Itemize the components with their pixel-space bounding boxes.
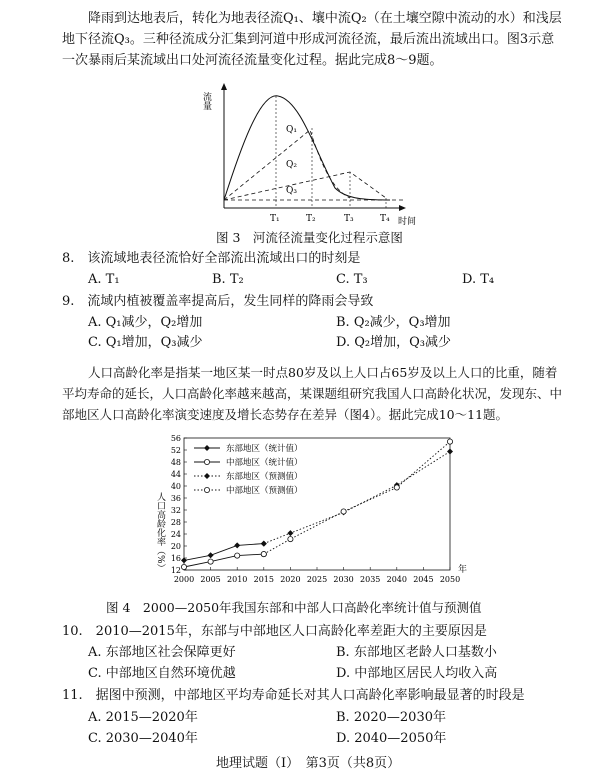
data-point: [181, 557, 187, 563]
y-tick-label: 40: [170, 482, 181, 491]
q11-option-d: D. 2040—2050年: [336, 731, 447, 746]
question-11: 11. 据图中预测，中部地区平均寿命延长对其人口高龄化率影响最显著的时段是: [62, 688, 525, 703]
figure-4-chart: [150, 432, 480, 594]
fig3-q2-label: Q₂: [286, 160, 297, 170]
data-point: [341, 509, 346, 514]
legend-marker: [204, 487, 209, 492]
y-tick-label: 12: [170, 566, 181, 575]
x-tick-label: 2000: [173, 575, 195, 584]
page-footer: 地理试题（Ⅰ） 第3页（共8页）: [216, 756, 401, 771]
q8-option-a: A. T₁: [88, 272, 120, 287]
q9-option-a: A. Q₁减少，Q₂增加: [88, 315, 203, 330]
y-tick-label: 52: [170, 446, 181, 455]
q10-option-a: A. 东部地区社会保障更好: [88, 645, 236, 660]
data-point: [288, 537, 293, 542]
legend-marker: [204, 473, 210, 479]
fig3-tick-t3: T₃: [344, 214, 354, 224]
series-line-2: [184, 554, 264, 567]
q10-option-b: B. 东部地区老龄人口基数小: [336, 645, 497, 660]
series-line-1: [184, 544, 264, 561]
figure-3-diagram: [200, 80, 430, 228]
chart-xlabel: 年: [458, 565, 468, 575]
intro-paragraph-2: 人口高龄化率是指某一地区某一时点80岁及以上人口占65岁及以上人口的比重，随着平均寿命的延长，人口高龄化率越来越高，某课题组研究我国人口高龄化状况，发现东、中部地区人口高龄化率演变速度及增长态势存在差异（图4）。据此完成10～11题。: [62, 365, 563, 422]
y-tick-label: 24: [170, 530, 181, 539]
x-tick-label: 2005: [200, 575, 221, 584]
y-tick-label: 36: [170, 494, 181, 503]
x-tick-label: 2020: [280, 575, 301, 584]
question-8: 8. 该流域地表径流恰好全部流出流域出口的时刻是: [62, 251, 361, 266]
legend-label: 中部地区（预测值）: [226, 486, 303, 496]
legend-label: 中部地区（统计值）: [226, 458, 303, 468]
legend-label: 东部地区（统计值）: [226, 444, 303, 454]
data-point: [261, 541, 267, 547]
question-9: 9. 流域内植被覆盖率提高后，发生同样的降雨会导致: [62, 294, 374, 309]
fig3-q3-label: Q₃: [286, 186, 297, 196]
data-point: [208, 552, 214, 558]
chart-ylabel: 人口高龄化率（%）: [155, 492, 165, 573]
data-point: [447, 439, 452, 444]
data-point: [287, 530, 293, 536]
fig3-tick-t4: T₄: [380, 214, 390, 224]
data-point: [447, 449, 453, 455]
fig3-q1-label: Q₁: [286, 125, 297, 135]
q10-option-d: D. 中部地区居民人均收入高: [336, 666, 498, 681]
fig3-xlabel: 时间: [398, 217, 417, 227]
figure-4-caption: 图 4 2000—2050年我国东部和中部人口高龄化率统计值与预测值: [106, 600, 482, 615]
x-tick-label: 2025: [306, 575, 328, 584]
fig3-ylabel: 流量: [201, 92, 211, 110]
y-tick-label: 48: [170, 458, 181, 467]
data-point: [181, 564, 186, 569]
legend-marker: [204, 459, 209, 464]
y-tick-label: 20: [170, 542, 181, 551]
fig3-tick-t1: T₁: [270, 214, 280, 224]
q9-option-b: B. Q₂减少，Q₃增加: [336, 315, 451, 330]
data-point: [234, 542, 240, 548]
q9-option-d: D. Q₂增加，Q₃减少: [336, 335, 451, 350]
intro-paragraph-1: 降雨到达地表后，转化为地表径流Q₁、壤中流Q₂（在土壤空隙中流动的水）和浅层地下径流Q₃。三种径流成分汇集到河道中形成河流径流，最后流出流域出口。图3示意一次暴雨后某流域出口处河流径流量变化过程。据此完成8～9题。: [62, 11, 562, 68]
x-tick-label: 2050: [439, 575, 461, 584]
legend-label: 东部地区（预测值）: [226, 472, 303, 482]
fig3-tick-t2: T₂: [306, 214, 316, 224]
q10-option-c: C. 中部地区自然环境优越: [88, 666, 236, 681]
x-tick-label: 2010: [227, 575, 248, 584]
x-tick-label: 2045: [413, 575, 434, 584]
data-point: [394, 485, 399, 490]
y-tick-label: 56: [170, 434, 181, 443]
y-tick-label: 32: [170, 506, 181, 515]
x-tick-label: 2035: [360, 575, 381, 584]
legend-marker: [204, 445, 210, 451]
data-point: [261, 552, 266, 557]
y-tick-label: 16: [170, 554, 181, 563]
x-tick-label: 2015: [253, 575, 274, 584]
q8-option-d: D. T₄: [462, 272, 495, 287]
y-tick-label: 28: [170, 518, 181, 527]
question-10: 10. 2010—2015年，东部与中部地区人口高龄化率差距大的主要原因是: [62, 624, 487, 639]
q11-option-b: B. 2020—2030年: [336, 710, 446, 725]
data-point: [208, 559, 213, 564]
y-tick-label: 44: [170, 470, 181, 479]
figure-3-caption: 图 3 河流径流量变化过程示意图: [216, 230, 403, 245]
q8-option-c: C. T₃: [336, 272, 368, 287]
data-point: [235, 553, 240, 558]
x-tick-label: 2030: [333, 575, 354, 584]
q11-option-a: A. 2015—2020年: [88, 710, 198, 725]
q11-option-c: C. 2030—2040年: [88, 731, 198, 746]
q8-option-b: B. T₂: [212, 272, 244, 287]
q9-option-c: C. Q₁增加，Q₃减少: [88, 335, 203, 350]
x-tick-label: 2040: [386, 575, 407, 584]
